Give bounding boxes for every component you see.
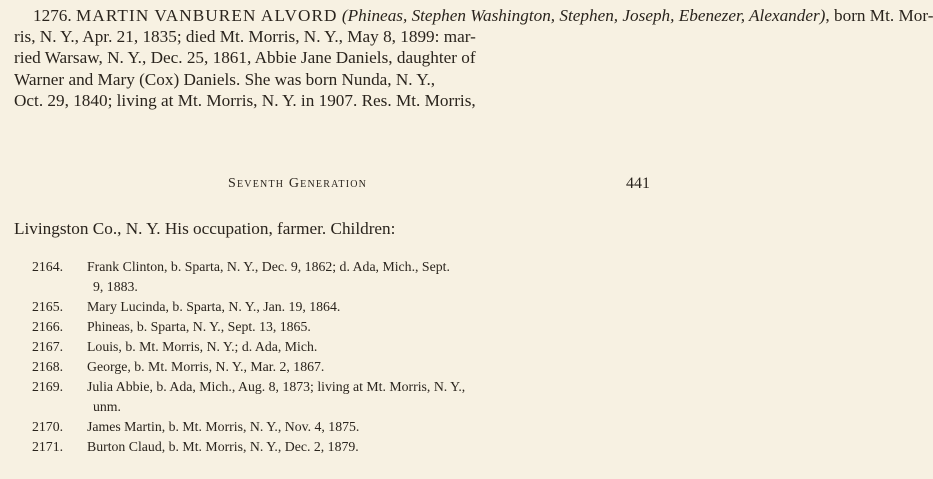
child-text: Julia Abbie, b. Ada, Mich., Aug. 8, 1873; living at Mt. Morris, N. Y., <box>87 379 466 394</box>
child-text: Frank Clinton, b. Sparta, N. Y., Dec. 9, 1862; d. Ada, Mich., Sept. <box>87 259 450 274</box>
child-number: 2164. <box>32 259 64 274</box>
child-item <box>32 417 658 437</box>
running-title: Seventh Generation <box>228 176 368 191</box>
page-header <box>0 176 666 200</box>
continuation-text: Livingston Co., N. Y. His occupation, farmer. Children: <box>14 219 396 238</box>
biography-entry <box>14 5 933 111</box>
child-number: 2166. <box>32 319 64 334</box>
children-list <box>32 257 658 457</box>
entry-line: ris, N. Y., Apr. 21, 1835; died Mt. Morris, N. Y., May 8, 1899: mar- <box>14 27 476 47</box>
child-item <box>32 297 658 317</box>
entry-ancestry: (Phineas, Stephen Washington, Stephen, Joseph, Ebenezer, Alexander) <box>341 6 826 25</box>
child-continuation: unm. <box>93 399 121 414</box>
entry-line: ried Warsaw, N. Y., Dec. 25, 1861, Abbie Jane Daniels, daughter of <box>14 48 476 68</box>
entry-line: , born Mt. Mor- <box>825 6 933 25</box>
entry-line: Oct. 29, 1840; living at Mt. Morris, N. Y. in 1907. Res. Mt. Morris, <box>14 90 476 110</box>
child-number: 2170. <box>32 419 64 434</box>
child-number: 2168. <box>32 359 64 374</box>
child-text: Louis, b. Mt. Morris, N. Y.; d. Ada, Mich. <box>87 339 318 354</box>
child-item <box>32 317 658 337</box>
page-number: 441 <box>626 175 650 192</box>
child-item <box>32 377 658 397</box>
entry-number: 1276. <box>33 6 72 25</box>
entry-heading-line <box>14 5 933 26</box>
child-item <box>32 437 658 457</box>
child-number: 2169. <box>32 379 64 394</box>
child-text: Mary Lucinda, b. Sparta, N. Y., Jan. 19, 1864. <box>87 299 341 314</box>
child-text: George, b. Mt. Morris, N. Y., Mar. 2, 1867. <box>87 359 325 374</box>
child-text: Phineas, b. Sparta, N. Y., Sept. 13, 1865. <box>87 319 311 334</box>
entry-name: MARTIN VANBUREN ALVORD <box>75 6 338 25</box>
child-item <box>32 357 658 377</box>
child-item <box>32 337 658 357</box>
child-number: 2167. <box>32 339 64 354</box>
child-text: James Martin, b. Mt. Morris, N. Y., Nov. 4, 1875. <box>87 419 360 434</box>
child-item <box>32 257 658 277</box>
child-number: 2171. <box>32 439 64 454</box>
entry-line: Warner and Mary (Cox) Daniels. She was born Nunda, N. Y., <box>14 69 436 89</box>
child-continuation: 9, 1883. <box>93 279 138 294</box>
child-number: 2165. <box>32 299 64 314</box>
child-text: Burton Claud, b. Mt. Morris, N. Y., Dec. 2, 1879. <box>87 439 359 454</box>
